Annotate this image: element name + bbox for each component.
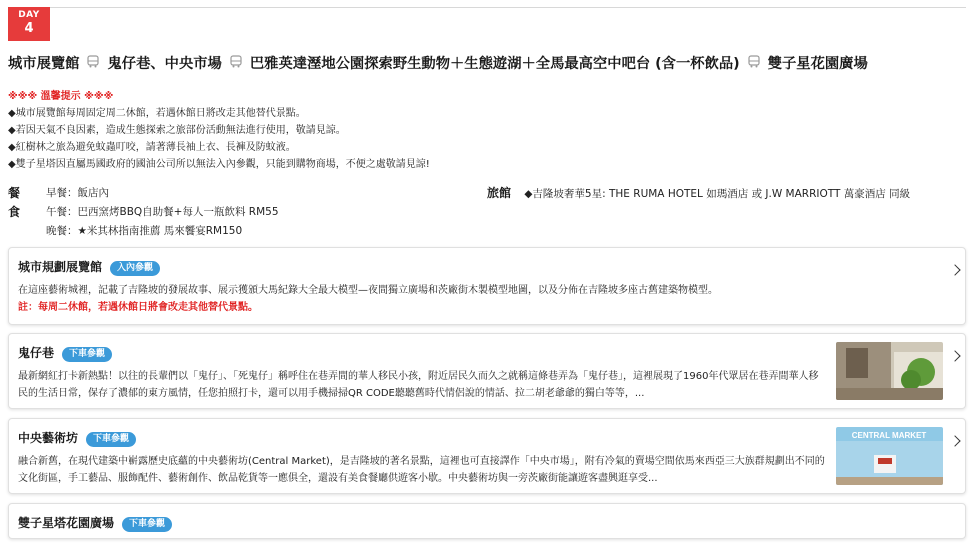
attraction-description: 在這座藝術城裡，記載了吉隆坡的發展故事、展示獲頒大馬紀錄大全最大模型—夜間獨立廣場和茨廠街木製模型地圖，以及分佈在吉隆坡多座古舊建築物模型。: [18, 285, 718, 296]
route-stop: 巴雅英達溼地公園探索野生動物＋生態遊湖＋全馬最高空中吧台 (含一杯飲品): [249, 56, 740, 72]
notice-title: ※※※ 溫馨提示 ※※※: [8, 91, 114, 102]
notice-item: ◆雙子星塔因直屬馬國政府的國油公司所以無法入內參觀，只能到購物商場，不便之處敬請見諒!: [8, 159, 430, 170]
visit-tag: 下車參觀: [62, 347, 112, 362]
meals-label: 餐食: [8, 186, 21, 219]
route-itinerary: [8, 52, 972, 74]
notice-item: ◆城市展覽館每周固定周二休館，若遇休館日將改走其他替代景點。: [8, 108, 306, 119]
visit-tag: 入內參觀: [110, 261, 160, 276]
attraction-photo[interactable]: [836, 342, 943, 400]
chevron-right-icon[interactable]: [949, 435, 960, 446]
hotel-text: ◆吉隆坡奢華5星: THE RUMA HOTEL 如瑪酒店 或 J.W MARRIOTT 萬豪酒店 同級: [524, 188, 911, 200]
notice-item: ◆紅樹林之旅為避免蚊蟲叮咬，請著薄長袖上衣、長褲及防蚊液。: [8, 142, 296, 153]
lunch: 午餐：巴西窯烤BBQ自助餐+每人一瓶飲料 RM55: [46, 206, 279, 218]
notice-item: ◆若因天氣不良因素，造成生態探索之旅部份活動無法進行使用，敬請見諒。: [8, 125, 346, 136]
attraction-card[interactable]: [8, 503, 966, 539]
attraction-card[interactable]: [8, 333, 966, 409]
hotel-label: 旅館: [487, 186, 512, 200]
bus-icon: [83, 55, 103, 71]
header-divider: [50, 7, 966, 8]
day-label: DAY: [18, 10, 40, 20]
chevron-right-icon[interactable]: [949, 264, 960, 275]
bus-icon: [226, 55, 246, 71]
dinner: 晚餐：★米其林指南推薦 馬來饗宴RM150: [46, 225, 243, 237]
attraction-card[interactable]: [8, 418, 966, 494]
route-stop: 城市展覽館: [8, 56, 80, 72]
attraction-title: 城市規劃展覽館: [18, 260, 103, 274]
attraction-title: 雙子星塔花園廣場: [18, 516, 115, 530]
attraction-title: 中央藝術坊: [18, 431, 79, 445]
visit-tag: 下車參觀: [86, 432, 136, 447]
attraction-card[interactable]: [8, 247, 966, 325]
attraction-note: 註：每周二休館，若遇休館日將會改走其他替代景點。: [18, 302, 258, 313]
route-stop: 鬼仔巷、中央市場: [107, 56, 222, 72]
day-badge: [8, 7, 50, 41]
attraction-photo[interactable]: [836, 427, 943, 485]
visit-tag: 下車參觀: [122, 517, 172, 532]
photo-caption: CENTRAL MARKET: [851, 431, 927, 440]
chevron-right-icon[interactable]: [949, 350, 960, 361]
bus-icon: [744, 55, 764, 71]
attraction-title: 鬼仔巷: [18, 346, 55, 360]
warm-notice: [8, 88, 430, 173]
attraction-description: 最新網紅打卡新熱點！以往的長輩們以「鬼仔」、「死鬼仔」稱呼住在巷弄間的華人移民小孩，附近居民久而久之就稱這條巷弄為「鬼仔巷」，這裡展現了1960年代眾居在巷弄間華人移民的生活日常，保存了濃郁的東方風情，任您拍照打卡，還可以用手機掃掃QR CODE聽聽舊時代情侶說的情話、拉二胡老爺爺的獨白等等，...: [18, 371, 819, 399]
day-number: 4: [24, 21, 34, 36]
attraction-description: 融合新舊，在現代建築中嶄露歷史底蘊的中央藝術坊(Central Market)，是吉隆坡的著名景點，這裡也可直接譯作「中央市場」，附有冷氣的賣場空間依馬來西亞三大族群規劃出不同的文化街區，手工藝品、服飾配件、藝術創作、飲品乾貨等一應俱全，還設有美食餐廳供遊客小歇。中央藝術坊與一旁茨廠街能讓遊客盡興逛享受...: [18, 456, 825, 484]
hotel-section: [487, 184, 910, 204]
route-stop: 雙子星花園廣場: [767, 56, 868, 72]
breakfast: 早餐：飯店內: [46, 187, 109, 199]
